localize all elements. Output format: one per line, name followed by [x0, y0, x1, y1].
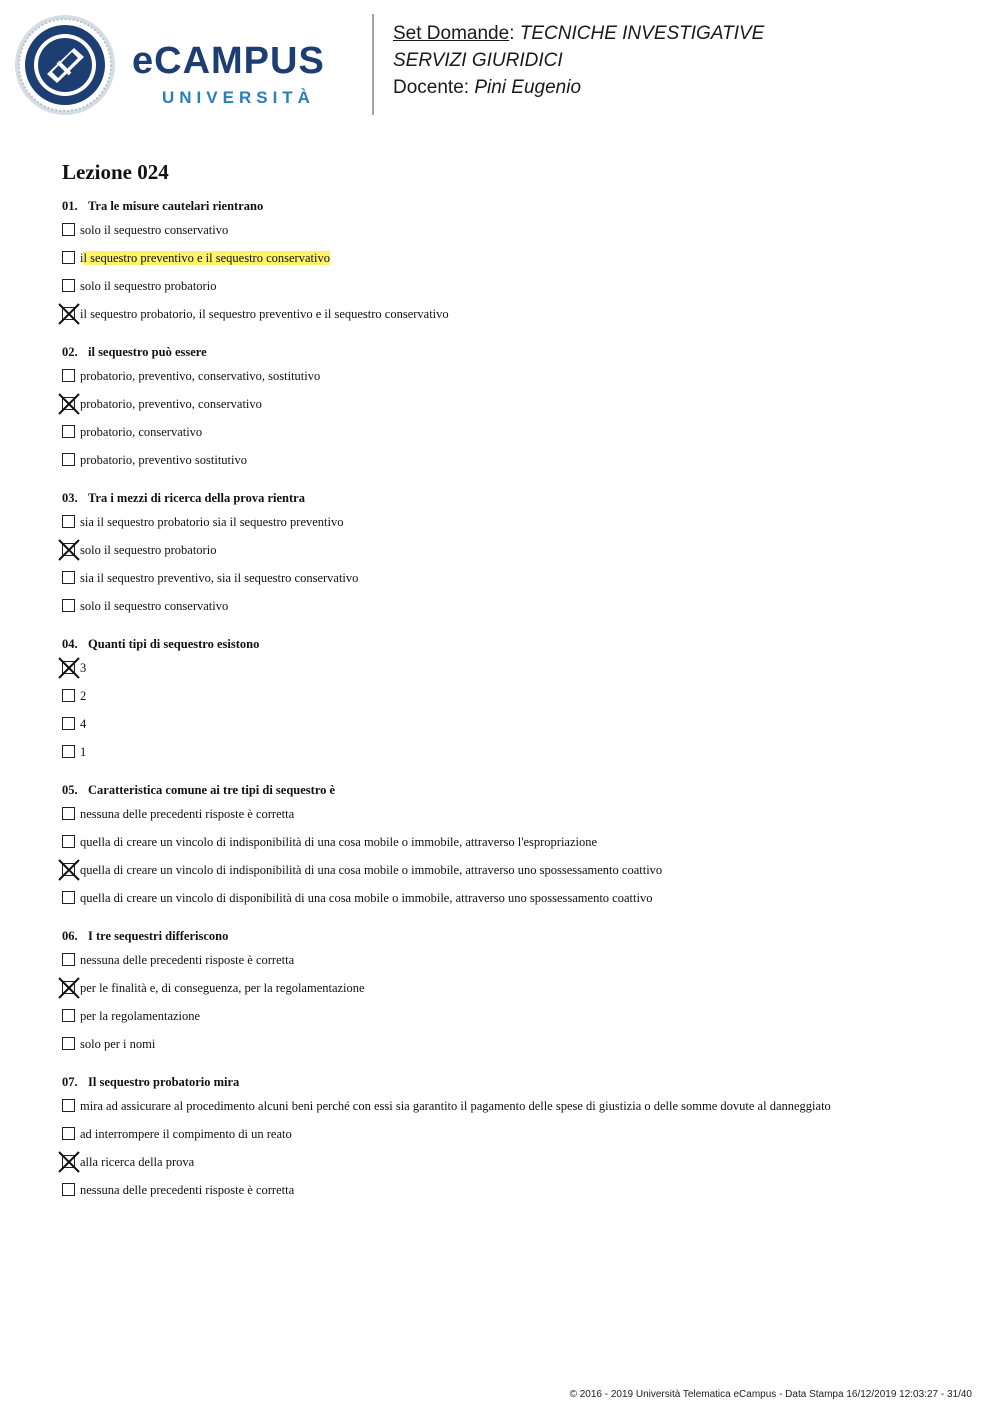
answer-option[interactable]: [62, 300, 962, 328]
question-text: Il sequestro probatorio mira: [88, 1075, 240, 1089]
header: [0, 0, 1000, 130]
answer-checkbox[interactable]: [62, 1099, 75, 1112]
university-seal-logo: [14, 14, 116, 116]
answer-option[interactable]: [62, 272, 962, 300]
answer-checkbox[interactable]: [62, 689, 75, 702]
answer-checkbox[interactable]: [62, 807, 75, 820]
checked-x-icon: [57, 302, 81, 326]
question-text: Tra le misure cautelari rientrano: [88, 199, 264, 213]
answer-checkbox[interactable]: [62, 717, 75, 730]
checked-x-icon: [57, 858, 81, 882]
answer-text: 4: [80, 717, 87, 731]
header-divider: [372, 14, 374, 115]
set-title: TECNICHE INVESTIGATIVE: [519, 23, 765, 44]
answer-text: quella di creare un vincolo di indisponibilità di una cosa mobile o immobile, attraverso l'espropriazione: [80, 835, 598, 849]
page-footer: © 2016 - 2019 Università Telematica eCampus - Data Stampa 16/12/2019 12:03:27 - 31/40: [569, 1389, 972, 1400]
answer-option[interactable]: [62, 828, 962, 856]
answer-text: solo per i nomi: [80, 1037, 156, 1051]
answer-option[interactable]: [62, 418, 962, 446]
answer-checkbox[interactable]: [62, 891, 75, 904]
answer-text: solo il sequestro conservativo: [80, 223, 229, 237]
answer-option[interactable]: [62, 856, 962, 884]
answer-checkbox[interactable]: [62, 953, 75, 966]
question-number: 06.: [62, 929, 78, 943]
question-title: [62, 342, 962, 362]
answer-text: solo il sequestro probatorio: [80, 279, 217, 293]
answer-checkbox[interactable]: [62, 279, 75, 292]
question-text: il sequestro può essere: [88, 345, 207, 359]
brand-subtitle: UNIVERSITÀ: [162, 88, 315, 107]
set-label: Set Domande: [393, 23, 510, 44]
question-number: 05.: [62, 783, 78, 797]
answer-option[interactable]: [62, 244, 962, 272]
answer-checkbox[interactable]: [62, 251, 75, 264]
question-text: Quanti tipi di sequestro esistono: [88, 637, 260, 651]
question-block: [62, 1072, 962, 1204]
answer-text: il sequestro probatorio, il sequestro preventivo e il sequestro conservativo: [80, 307, 449, 321]
question-title: [62, 634, 962, 654]
answer-text: il sequestro preventivo e il sequestro conservativo: [80, 251, 330, 265]
question-title: [62, 926, 962, 946]
answer-checkbox[interactable]: [62, 515, 75, 528]
answer-checkbox[interactable]: [62, 425, 75, 438]
answer-option[interactable]: [62, 362, 962, 390]
question-text: Caratteristica comune ai tre tipi di sequestro è: [88, 783, 336, 797]
answer-checkbox[interactable]: [62, 1127, 75, 1140]
answer-checkbox[interactable]: [62, 571, 75, 584]
answer-checkbox[interactable]: [62, 1037, 75, 1050]
brand-name: eCAMPUS: [132, 40, 325, 82]
question-number: 01.: [62, 199, 78, 213]
docente-label: Docente:: [393, 77, 470, 98]
question-title: [62, 196, 962, 216]
answer-option[interactable]: [62, 946, 962, 974]
checked-x-icon: [57, 656, 81, 680]
answer-text: ad interrompere il compimento di un reato: [80, 1127, 292, 1141]
answer-text: per le finalità e, di conseguenza, per la regolamentazione: [80, 981, 365, 995]
set-info: Set Domande: TECNICHE INVESTIGATIVE SERVIZI GIURIDICI Docente: Pini Eugenio: [393, 23, 765, 98]
lesson-title: Lezione 024: [62, 160, 169, 184]
answer-option[interactable]: [62, 1030, 962, 1058]
answer-checkbox[interactable]: [62, 835, 75, 848]
answer-option[interactable]: [62, 508, 962, 536]
answer-text: 1: [80, 745, 87, 759]
checked-x-icon: [57, 392, 81, 416]
question-block: [62, 196, 962, 328]
answer-text: per la regolamentazione: [80, 1009, 201, 1023]
answer-text: sia il sequestro preventivo, sia il sequestro conservativo: [80, 571, 359, 585]
question-title: [62, 780, 962, 800]
answer-text: sia il sequestro probatorio sia il sequestro preventivo: [80, 515, 344, 529]
answer-option[interactable]: [62, 884, 962, 912]
answer-text: mira ad assicurare al procedimento alcuni beni perché con essi sia garantito il pagamento delle spese di giustizia o delle somme dovute al danneggiato: [80, 1099, 831, 1113]
docente-name: Pini Eugenio: [474, 77, 582, 98]
answer-option[interactable]: [62, 1002, 962, 1030]
question-list: [62, 196, 962, 1218]
answer-checkbox[interactable]: [62, 223, 75, 236]
answer-checkbox[interactable]: [62, 453, 75, 466]
answer-checkbox[interactable]: [62, 369, 75, 382]
question-block: [62, 634, 962, 766]
checked-x-icon: [57, 1150, 81, 1174]
set-subtitle: SERVIZI GIURIDICI: [393, 50, 563, 71]
answer-option[interactable]: [62, 446, 962, 474]
question-block: [62, 926, 962, 1058]
answer-option[interactable]: [62, 1092, 962, 1120]
answer-option[interactable]: [62, 654, 962, 682]
question-block: [62, 342, 962, 474]
answer-checkbox[interactable]: [62, 1009, 75, 1022]
answer-text: solo il sequestro probatorio: [80, 543, 217, 557]
answer-option[interactable]: [62, 974, 962, 1002]
answer-text: nessuna delle precedenti risposte è corretta: [80, 953, 295, 967]
question-title: [62, 1072, 962, 1092]
answer-option[interactable]: [62, 390, 962, 418]
answer-option[interactable]: [62, 682, 962, 710]
answer-text: probatorio, conservativo: [80, 425, 203, 439]
question-title: [62, 488, 962, 508]
brand-wordmark: [132, 40, 358, 112]
answer-text: nessuna delle precedenti risposte è corretta: [80, 1183, 295, 1197]
answer-checkbox[interactable]: [62, 745, 75, 758]
checked-x-icon: [57, 976, 81, 1000]
answer-text: probatorio, preventivo sostitutivo: [80, 453, 247, 467]
answer-option[interactable]: [62, 710, 962, 738]
answer-option[interactable]: [62, 1120, 962, 1148]
answer-option[interactable]: [62, 592, 962, 620]
answer-text: quella di creare un vincolo di indisponibilità di una cosa mobile o immobile, attraverso uno spossessamento coattivo: [80, 863, 663, 877]
answer-checkbox[interactable]: [62, 1183, 75, 1196]
question-block: [62, 488, 962, 620]
question-number: 03.: [62, 491, 78, 505]
answer-text: quella di creare un vincolo di disponibilità di una cosa mobile o immobile, attraverso uno spossessamento coattivo: [80, 891, 653, 905]
question-number: 07.: [62, 1075, 78, 1089]
answer-option[interactable]: [62, 216, 962, 244]
answer-text: 2: [80, 689, 87, 703]
question-block: [62, 780, 962, 912]
answer-text: 3: [80, 661, 87, 675]
question-number: 02.: [62, 345, 78, 359]
answer-option[interactable]: [62, 800, 962, 828]
highlighted-text: l sequestro preventivo e il sequestro conservativo: [83, 251, 330, 265]
answer-option[interactable]: [62, 738, 962, 766]
answer-option[interactable]: [62, 564, 962, 592]
question-number: 04.: [62, 637, 78, 651]
answer-text: nessuna delle precedenti risposte è corretta: [80, 807, 295, 821]
answer-option[interactable]: [62, 536, 962, 564]
checked-x-icon: [57, 538, 81, 562]
answer-text: alla ricerca della prova: [80, 1155, 195, 1169]
answer-checkbox[interactable]: [62, 599, 75, 612]
question-text: Tra i mezzi di ricerca della prova rientra: [88, 491, 305, 505]
answer-text: probatorio, preventivo, conservativo: [80, 397, 262, 411]
answer-text: probatorio, preventivo, conservativo, sostitutivo: [80, 369, 321, 383]
question-text: I tre sequestri differiscono: [88, 929, 229, 943]
answer-text: solo il sequestro conservativo: [80, 599, 229, 613]
answer-option[interactable]: [62, 1148, 962, 1176]
answer-option[interactable]: [62, 1176, 962, 1204]
